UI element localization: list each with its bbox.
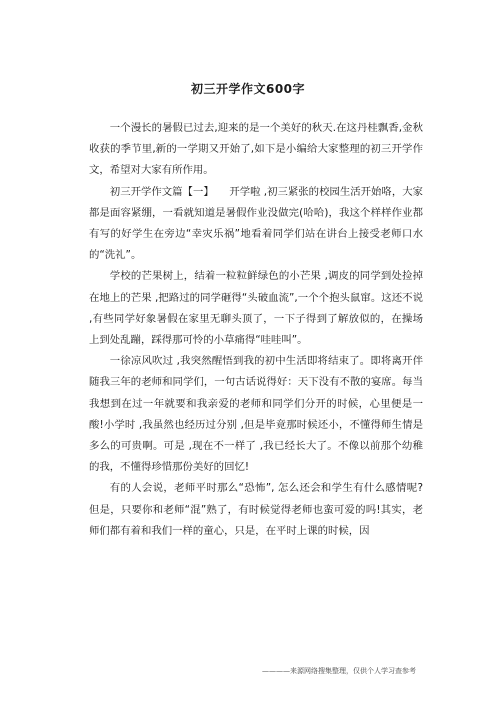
paragraph-article-one: 初三开学作文篇【一】 开学啦 ,初三紧张的校园生活开始咯，大家都是面容紧绷，一看就知道是暑假作业没做完(哈哈)，我这个样样作业都有写的好学生在旁边“幸灾乐祸”地看着同学们站在讲台上接受老师口水的“洗礼”。	[89, 185, 423, 262]
source-footer: ————来源网络搜集整理，仅供个人学习查参考	[262, 667, 416, 675]
paragraph-mango-tree: 学校的芒果树上，结着一粒粒鲜绿色的小芒果 ,调皮的同学到处捡掉在地上的芒果 ,把路过的同学砸得“头破血流”,一个个抱头鼠窜。这还不说 ,有些同学好象暑假在家里无聊头顶了，一下子得到了解放似的，在操场上到处乱蹦，踩得那可怜的小草痛得“哇哇叫”。	[89, 270, 423, 347]
document-body	[89, 118, 423, 542]
paragraph-intro: 一个漫长的暑假已过去,迎来的是一个美好的秋天.在这丹桂飘香,金秋收获的季节里,新的一学期又开始了,如下是小编给大家整理的初三开学作文，希望对大家有所作用。	[89, 122, 423, 177]
paragraph-teachers: 有的人会说，老师平时那么“恐怖”, 怎么还会和学生有什么感情呢?但是，只要你和老师“混”熟了，有时候觉得老师也蛮可爱的吗!其实，老师们都有着和我们一样的童心，只是，在平时上课的时候，因	[89, 482, 423, 537]
paragraph-cool-breeze: 一徐凉风吹过 ,我突然醒悟到我的初中生活即将结束了。即将离开伴随我三年的老师和同学们，一句古话说得好：天下没有不散的宴席。每当我想到在过一年就要和我亲爱的老师和同学们分开的时候，心里便是一酸!小学时 ,我虽然也经历过分别 ,但是毕竟那时候还小，不懂得师生情是多么的可贵啊。可是 ,现在不一样了 ,我已经长大了。不像以前那个幼稚的我，不懂得珍惜那份美好的回忆!	[89, 355, 423, 474]
document-title: 初三开学作文600字	[190, 82, 306, 96]
